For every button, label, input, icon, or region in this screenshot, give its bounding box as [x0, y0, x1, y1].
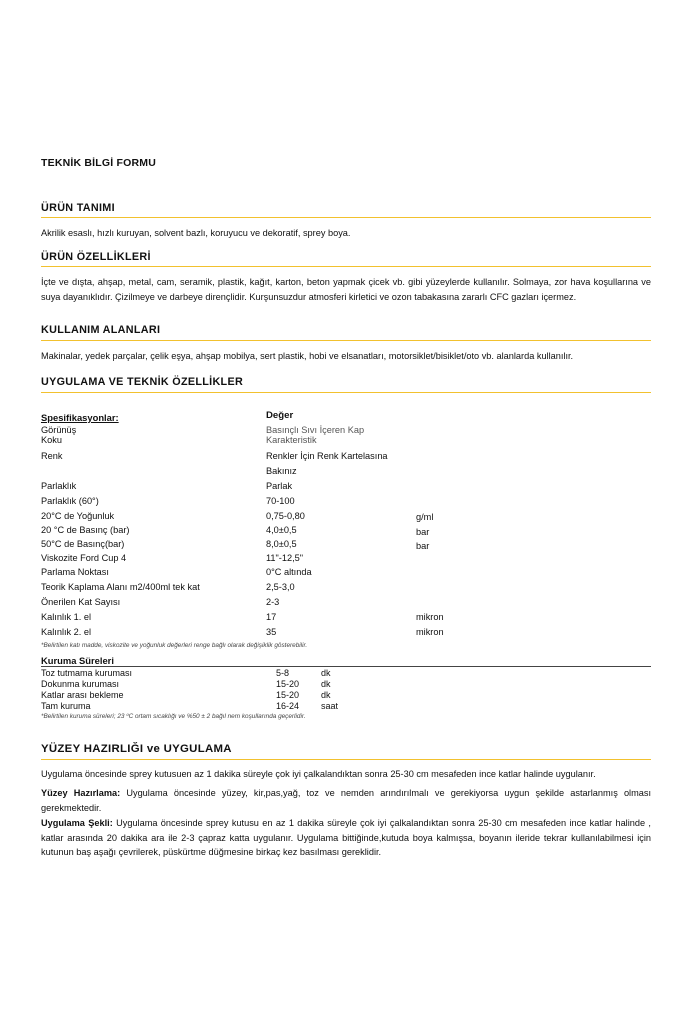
- spec-value: 8,0±0,5: [266, 539, 297, 549]
- spec-value: 0°C altında: [266, 567, 312, 577]
- spec-label: Parlama Noktası: [41, 567, 109, 577]
- spec-value: 11"-12,5": [266, 553, 304, 563]
- kullanim-alanlari-text: Makinalar, yedek parçalar, çelik eşya, ahşap mobilya, sert plastik, hobi ve elsanatları, motorsiklet/bisiklet/oto vb. alanlarda kullanılır.: [41, 351, 574, 361]
- spec-row: [41, 567, 651, 581]
- spec-label: Kalınlık 2. el: [41, 627, 92, 637]
- spec-value: 2,5-3,0: [266, 582, 295, 592]
- spec-value: 4,0±0,5: [266, 525, 297, 535]
- spec-unit: g/ml: [416, 512, 434, 522]
- section-heading-urun-ozellikleri: ÜRÜN ÖZELLİKLERİ: [41, 251, 151, 263]
- spec-row: [41, 612, 651, 626]
- spec-label: 50°C de Basınç(bar): [41, 539, 125, 549]
- spec-unit: mikron: [416, 612, 444, 622]
- uygulama-sekli-paragraph: [41, 816, 651, 860]
- spec-value: Parlak: [266, 481, 293, 491]
- kuruma-unit: dk: [321, 690, 331, 700]
- spec-row: [41, 553, 651, 567]
- kuruma-row: [41, 701, 441, 712]
- kuruma-label: Tam kuruma: [41, 701, 91, 711]
- spec-row: [41, 481, 651, 495]
- section-divider: [41, 217, 651, 218]
- spec-label: 20°C de Yoğunluk: [41, 511, 115, 521]
- spec-row: [41, 627, 651, 641]
- spec-label: Parlaklık: [41, 481, 77, 491]
- kuruma-label: Katlar arası bekleme: [41, 690, 124, 700]
- kuruma-divider: [41, 666, 651, 667]
- kuruma-row: [41, 679, 441, 690]
- kuruma-value: 16-24: [276, 701, 300, 711]
- section-divider: [41, 759, 651, 760]
- yuzey-hazirlama-text: Uygulama öncesinde yüzey, kir,pas,yağ, toz ve nemden arındırılmalı ve gerekiyorsa uygun şekilde astarlanmış olması gerekmektedir.: [41, 788, 652, 813]
- kuruma-row: [41, 690, 441, 701]
- spec-unit: bar: [416, 541, 430, 551]
- kuruma-value: 15-20: [276, 690, 300, 700]
- spec-row: [41, 582, 651, 596]
- spec-value: 35: [266, 627, 277, 637]
- section-heading-urun-tanimi: ÜRÜN TANIMI: [41, 202, 115, 214]
- urun-ozellikleri-text: İçte ve dışta, ahşap, metal, cam, seramik, plastik, kağıt, karton, beton yapmak çicek vb. gibi yüzeylerde kullanılır. Solmaya, zor hava koşullarına ve suya dayanıklıdır. Çizilmeye ve darbeye dirençlidir. Kurşunsuzdur atmosferi kirletici ve ozon tabakasına zararlı CFC gazları içermez.: [41, 277, 651, 302]
- urun-tanimi-text: Akrilik esaslı, hızlı kuruyan, solvent bazlı, koruyucu ve dekoratif, sprey boya.: [41, 228, 351, 238]
- kuruma-label: Toz tutmama kuruması: [41, 668, 133, 678]
- spec-label: Parlaklık (60°): [41, 496, 99, 506]
- spec-label: Görünüş: [41, 425, 77, 435]
- uygulama-sekli-text: Uygulama öncesinde sprey kutusu en az 1 dakika süreyle çok iyi çalkalandıktan sonra 25-30 cm mesafeden ince katlar halinde , katlar arasında 20 dakika ara ile 2-3 çapraz katta uygulanır. Uygulama bittiğinde,kutuda boya kalmışsa, boyanın ileride tekrar kullanılabilmesi için kutunun baş aşağı çevrilerek, püskürtme düğmesine birkaç kez basılması gereklidir.: [41, 818, 651, 857]
- kuruma-unit: dk: [321, 668, 331, 678]
- spec-unit: bar: [416, 527, 430, 537]
- yuzey-hazirlama-label: Yüzey Hazırlama:: [41, 788, 121, 798]
- spec-row: [41, 496, 651, 510]
- spec-row: [41, 435, 651, 449]
- spec-value: Basınçlı Sıvı İçeren Kap: [266, 425, 365, 435]
- kuruma-unit: saat: [321, 701, 339, 711]
- section-heading-yuzey: YÜZEY HAZIRLIĞI ve UYGULAMA: [41, 743, 232, 755]
- spec-label: Teorik Kaplama Alanı m2/400ml tek kat: [41, 582, 200, 592]
- spec-label: Viskozite Ford Cup 4: [41, 553, 127, 563]
- kuruma-value: 5-8: [276, 668, 290, 678]
- spec-value: 17: [266, 612, 277, 622]
- spec-row: [41, 466, 651, 480]
- spec-value: Karakteristik: [266, 435, 317, 445]
- spec-value: Renkler İçin Renk Kartelasına: [266, 451, 388, 461]
- spec-row: [41, 597, 651, 611]
- spec-unit: mikron: [416, 627, 444, 637]
- spec-row: [41, 539, 651, 553]
- spec-footnote: *Belirtilen katı madde, viskozite ve yoğunluk değerleri renge bağlı olarak değişiklik gösterebilir.: [41, 642, 308, 649]
- kuruma-footnote: *Belirtilen kuruma süreleri; 23 ºC ortam sıcaklığı ve %50 ± 2 bağıl nem koşullarında geçerlidir.: [41, 713, 306, 720]
- spec-table-header-label: Spesifikasyonlar:: [41, 412, 119, 423]
- spec-row: [41, 451, 651, 465]
- spec-label: Koku: [41, 435, 62, 445]
- spec-value: 70-100: [266, 496, 295, 506]
- spec-row: [41, 525, 651, 539]
- spec-value: 2-3: [266, 597, 280, 607]
- yuzey-hazirlama-paragraph: [41, 786, 651, 815]
- kuruma-label: Dokunma kuruması: [41, 679, 120, 689]
- section-heading-kullanim-alanlari: KULLANIM ALANLARI: [41, 324, 161, 336]
- kuruma-heading: Kuruma Süreleri: [41, 655, 114, 666]
- section-divider: [41, 392, 651, 393]
- spec-label: Kalınlık 1. el: [41, 612, 92, 622]
- spec-row: [41, 511, 651, 525]
- kuruma-value: 15-20: [276, 679, 300, 689]
- spec-label: Renk: [41, 451, 63, 461]
- section-heading-uygulama-teknik: UYGULAMA VE TEKNİK ÖZELLİKLER: [41, 376, 244, 388]
- uygulama-sekli-label: Uygulama Şekli:: [41, 818, 113, 828]
- kuruma-unit: dk: [321, 679, 331, 689]
- spec-label: 20 °C de Basınç (bar): [41, 525, 130, 535]
- form-title: TEKNİK BİLGİ FORMU: [41, 157, 157, 169]
- section-divider: [41, 266, 651, 267]
- section-divider: [41, 340, 651, 341]
- spec-value: Bakınız: [266, 466, 297, 476]
- spec-label: Önerilen Kat Sayısı: [41, 597, 121, 607]
- yuzey-intro-text: Uygulama öncesinde sprey kutusuen az 1 dakika süreyle çok iyi çalkalandıktan sonra 25-30 cm mesafeden ince katlar halinde uygulanır.: [41, 769, 596, 779]
- kuruma-row: [41, 668, 441, 679]
- spec-value: 0,75-0,80: [266, 511, 305, 521]
- spec-table-header-value: Değer: [266, 410, 294, 421]
